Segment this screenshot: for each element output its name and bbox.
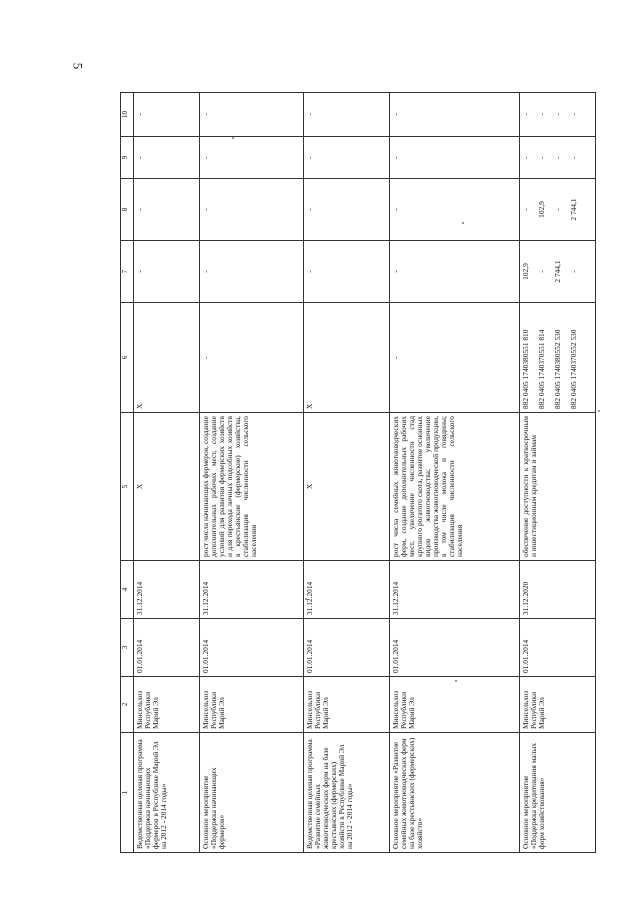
value: - bbox=[552, 156, 562, 159]
value-col-7: - bbox=[304, 241, 390, 303]
program-name: Основное мероприятие «Поддержка кредитования малых форм хозяйствования» bbox=[520, 733, 596, 853]
table-row bbox=[390, 93, 520, 853]
value-col-7: - bbox=[200, 241, 304, 303]
value-col-10: - bbox=[134, 93, 200, 137]
expected-result: X bbox=[304, 413, 390, 561]
end-date: 31.12.2014 bbox=[200, 561, 304, 619]
executor: Минсельхоз Республики Марий Эл bbox=[200, 677, 304, 733]
program-name: Ведомственная целевая программа «Развитие семейных животноводческих ферм на базе крестьянских (фермерских) хозяйств в Республике Марий Эл на 2012 - 2014 годы» bbox=[304, 733, 390, 853]
value: - bbox=[536, 113, 546, 116]
budget-code: X bbox=[304, 303, 390, 413]
program-table bbox=[120, 92, 596, 853]
value: - bbox=[536, 270, 546, 273]
end-date: 31.12.2020 bbox=[520, 561, 596, 619]
program-name: Ведомственная целевая программа «Поддержка начинающих фермеров в Республике Марий Эл на 2012 - 2014 годы» bbox=[134, 733, 200, 853]
value-col-8: - bbox=[200, 179, 304, 241]
budget-code: - bbox=[390, 303, 520, 413]
end-date: 31.12.2014 bbox=[134, 561, 200, 619]
end-date: 31.12.2014 bbox=[390, 561, 520, 619]
value-col-10: - bbox=[390, 93, 520, 137]
col-header-9: 9 bbox=[121, 137, 134, 179]
value-col-7: - bbox=[134, 241, 200, 303]
value-col-10: - bbox=[304, 93, 390, 137]
value: 102,9 bbox=[536, 201, 546, 218]
col-header-2: 2 bbox=[121, 677, 134, 733]
expected-result: рост числа начинающих фермеров, создание дополнительных рабочих мест, создание условий для развития фермерских хозяйств и для перехода личных подсобных хозяйств в крестьянские (фермерские) хозяйства, стабилизация численности сельского населения bbox=[200, 413, 304, 561]
budget-code: X bbox=[134, 303, 200, 413]
budget-code: 882 0405 1740380552 530 bbox=[552, 329, 562, 409]
value: - bbox=[521, 208, 530, 211]
executor: Минсельхоз Республики Марий Эл bbox=[304, 677, 390, 733]
start-date: 01.01.2014 bbox=[390, 619, 520, 677]
value-col-8 bbox=[520, 179, 596, 241]
value: - bbox=[568, 113, 578, 116]
header-row bbox=[121, 93, 134, 853]
value: 2 744,1 bbox=[568, 198, 578, 221]
col-header-6: 6 bbox=[121, 303, 134, 413]
value: - bbox=[568, 156, 578, 159]
end-date: 31.12.2014 bbox=[304, 561, 390, 619]
start-date: 01.01.2014 bbox=[200, 619, 304, 677]
value-col-9: - bbox=[134, 137, 200, 179]
table-row bbox=[304, 93, 390, 853]
page-number: 5 bbox=[70, 62, 86, 70]
table-row bbox=[134, 93, 200, 853]
value-col-9: - bbox=[200, 137, 304, 179]
value: - bbox=[552, 208, 562, 211]
value: - bbox=[568, 270, 578, 273]
budget-code: 882 0405 1740370552 530 bbox=[568, 329, 578, 409]
value-col-9: - bbox=[304, 137, 390, 179]
value-col-9: - bbox=[390, 137, 520, 179]
table-row bbox=[520, 93, 596, 853]
value-col-10 bbox=[520, 93, 596, 137]
value: - bbox=[552, 113, 562, 116]
budget-code-list bbox=[520, 303, 596, 413]
budget-code: 882 0405 1740370551 814 bbox=[536, 329, 546, 409]
program-name: Основное мероприятие «Поддержка начинающих фермеров» bbox=[200, 733, 304, 853]
value: - bbox=[521, 156, 530, 159]
value-col-7 bbox=[520, 241, 596, 303]
value-col-8: - bbox=[390, 179, 520, 241]
value-col-10: - bbox=[200, 93, 304, 137]
col-header-1: 1 bbox=[121, 733, 134, 853]
value-col-8: - bbox=[304, 179, 390, 241]
col-header-10: 10 bbox=[121, 93, 134, 137]
col-header-7: 7 bbox=[121, 241, 134, 303]
budget-code: - bbox=[200, 303, 304, 413]
start-date: 01.01.2014 bbox=[134, 619, 200, 677]
value: 2 744,1 bbox=[552, 260, 562, 283]
executor: Минсельхоз Республики Марий Эл bbox=[134, 677, 200, 733]
expected-result: рост числа семейных животноводческих ферм, создание дополнительных рабочих мест, увеличение численности стад крупного рогатого скота, развитие основных видов животноводства; увеличение производства животноводческой продукции, в том числе молока и говядины; стабилизация численности сельского населения bbox=[390, 413, 520, 561]
expected-result: обеспечение доступности к краткосрочным и инвестиционным кредитам и займам bbox=[520, 413, 596, 561]
expected-result: X bbox=[134, 413, 200, 561]
executor: Минсельхоз Республики Марий Эл bbox=[520, 677, 596, 733]
col-header-5: 5 bbox=[121, 413, 134, 561]
value-col-7: - bbox=[390, 241, 520, 303]
value-col-8: - bbox=[134, 179, 200, 241]
start-date: 01.01.2014 bbox=[520, 619, 596, 677]
rotated-table-wrapper bbox=[120, 93, 600, 853]
col-header-8: 8 bbox=[121, 179, 134, 241]
table-row bbox=[200, 93, 304, 853]
budget-code: 882 0405 1740380551 810 bbox=[521, 329, 530, 409]
value: - bbox=[521, 113, 530, 116]
value: - bbox=[536, 156, 546, 159]
program-name: Основное мероприятие «Развитие семейных животноводческих ферм на базе крестьянских (фермерских) хозяйств» bbox=[390, 733, 520, 853]
col-header-3: 3 bbox=[121, 619, 134, 677]
executor: Минсельхоз Республики Марий Эл bbox=[390, 677, 520, 733]
start-date: 01.01.2014 bbox=[304, 619, 390, 677]
value-col-9 bbox=[520, 137, 596, 179]
col-header-4: 4 bbox=[121, 561, 134, 619]
value: 102,9 bbox=[521, 263, 530, 280]
